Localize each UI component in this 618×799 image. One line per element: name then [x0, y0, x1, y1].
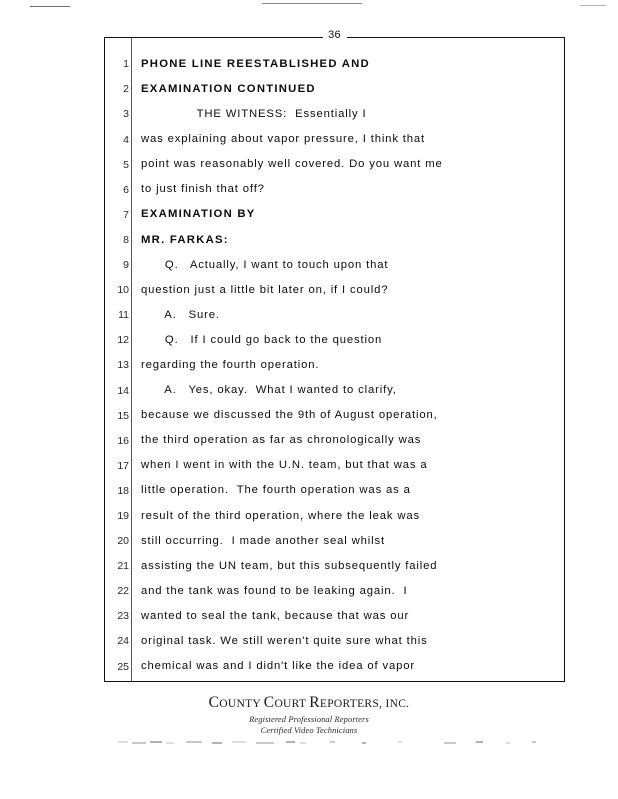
- line-number: 16: [117, 434, 129, 447]
- line-number: 23: [117, 610, 129, 623]
- transcript-line: [105, 378, 564, 403]
- scan-noise-mark: [398, 741, 402, 743]
- line-text: wanted to seal the tank, because that was our: [141, 609, 410, 622]
- line-text: EXAMINATION BY: [141, 208, 256, 221]
- line-text: still occurring. I made another seal whilst: [141, 534, 385, 547]
- scan-noise-mark: [444, 742, 456, 744]
- reporter-subtitle-certified: Certified Video Technicians: [260, 725, 358, 735]
- scan-noise-mark: [476, 741, 483, 743]
- transcript-line: [105, 77, 564, 102]
- transcript-line: [105, 504, 564, 529]
- scan-noise-mark: [150, 741, 162, 743]
- line-text: Q. If I could go back to the question: [141, 333, 383, 346]
- transcript-line: [105, 529, 564, 554]
- line-text: MR. FARKAS:: [141, 233, 229, 246]
- scan-noise-mark: [330, 741, 335, 743]
- line-text: result of the third operation, where the leak was: [141, 509, 421, 522]
- company-word-county: OUNTY: [219, 698, 264, 710]
- transcript-line: [105, 454, 564, 479]
- line-text: question just a little bit later on, if I could?: [141, 283, 389, 296]
- line-text: A. Sure.: [141, 308, 220, 321]
- line-text: original task. We still weren't quite sure what this: [141, 635, 428, 648]
- transcript-body: [105, 52, 564, 681]
- line-text: A. Yes, okay. What I wanted to clarify,: [141, 384, 397, 397]
- transcript-line: [105, 102, 564, 127]
- scan-noise-mark: [132, 742, 146, 744]
- line-number: 1: [123, 58, 129, 71]
- line-number: 15: [117, 409, 129, 422]
- line-text: the third operation as far as chronologically was: [141, 434, 422, 447]
- scan-noise-mark: [166, 742, 174, 744]
- line-text: THE WITNESS: Essentially I: [141, 108, 367, 121]
- reporter-footer: [0, 694, 618, 735]
- scan-artifact-top-left: [30, 6, 70, 7]
- transcript-line: [105, 253, 564, 278]
- company-word-reporters: EPORTERS,: [319, 698, 386, 710]
- company-initial-c1: C: [208, 694, 220, 711]
- transcript-line: [105, 428, 564, 453]
- transcript-line: [105, 203, 564, 228]
- scan-artifact-top-right: [580, 5, 606, 6]
- line-number: 13: [117, 359, 129, 372]
- transcript-line: [105, 479, 564, 504]
- transcript-line: [105, 127, 564, 152]
- transcript-line: [105, 403, 564, 428]
- line-text: assisting the UN team, but this subsequently failed: [141, 559, 438, 572]
- line-number: 17: [117, 459, 129, 472]
- transcript-page-frame: [104, 29, 565, 682]
- transcript-line: [105, 278, 564, 303]
- transcript-line: [105, 228, 564, 253]
- transcript-line: [105, 654, 564, 679]
- line-number: 9: [123, 259, 129, 272]
- line-number: 2: [123, 83, 129, 96]
- line-text: PHONE LINE REESTABLISHED AND: [141, 57, 370, 70]
- transcript-line: [105, 328, 564, 353]
- page-number: 36: [323, 29, 347, 41]
- line-number: 8: [123, 233, 129, 246]
- scan-noise-mark: [532, 741, 536, 743]
- line-number: 20: [117, 535, 129, 548]
- scan-noise-mark: [118, 741, 128, 743]
- transcript-line: [105, 52, 564, 77]
- company-word-inc: INC.: [385, 698, 410, 710]
- line-text: regarding the fourth operation.: [141, 359, 320, 372]
- reporter-subtitle-registered: Registered Professional Reporters: [249, 714, 369, 724]
- transcript-line: [105, 604, 564, 629]
- scan-noise-band: [0, 741, 618, 749]
- transcript-line: [105, 177, 564, 202]
- company-word-court: OURT: [274, 698, 310, 710]
- company-initial-r: R: [309, 694, 320, 711]
- transcript-line: [105, 353, 564, 378]
- line-number: 11: [118, 309, 129, 322]
- line-number: 18: [117, 484, 129, 497]
- scan-noise-mark: [286, 741, 295, 743]
- line-text: Q. Actually, I want to touch upon that: [141, 258, 389, 271]
- line-number: 3: [123, 108, 129, 121]
- line-text: to just finish that off?: [141, 183, 265, 196]
- transcript-line: [105, 579, 564, 604]
- scan-noise-mark: [212, 742, 222, 744]
- reporter-company-name: [0, 694, 618, 712]
- line-number: 19: [117, 509, 129, 522]
- scan-noise-mark: [232, 741, 246, 743]
- line-text: because we discussed the 9th of August operation,: [141, 409, 438, 422]
- line-number: 5: [123, 158, 129, 171]
- scan-artifact-top-middle: [262, 3, 362, 4]
- line-number: 22: [117, 585, 129, 598]
- transcript-line: [105, 303, 564, 328]
- scan-noise-mark: [362, 742, 366, 744]
- line-number: 10: [117, 284, 129, 297]
- scan-noise-mark: [256, 742, 274, 744]
- line-text: was explaining about vapor pressure, I think that: [141, 133, 426, 146]
- line-number: 7: [123, 208, 129, 221]
- line-text: when I went in with the U.N. team, but that was a: [141, 459, 428, 472]
- transcript-line: [105, 554, 564, 579]
- line-text: and the tank was found to be leaking again. I: [141, 584, 408, 597]
- transcript-line: [105, 152, 564, 177]
- scan-noise-mark: [300, 742, 306, 744]
- line-number: 24: [117, 635, 129, 648]
- line-number: 12: [117, 334, 129, 347]
- line-number: 25: [117, 660, 129, 673]
- line-number: 21: [117, 560, 129, 573]
- line-text: little operation. The fourth operation was as a: [141, 484, 411, 497]
- line-number: 14: [117, 384, 129, 397]
- company-initial-c2: C: [263, 694, 275, 711]
- scan-noise-mark: [186, 741, 202, 743]
- line-text: chemical was and I didn't like the idea of vapor: [141, 660, 416, 673]
- line-number: 4: [123, 133, 129, 146]
- line-number: 6: [123, 183, 129, 196]
- transcript-line: [105, 629, 564, 654]
- line-text: point was reasonably well covered. Do you want me: [141, 158, 443, 171]
- scan-noise-mark: [506, 742, 510, 744]
- line-text: EXAMINATION CONTINUED: [141, 82, 316, 95]
